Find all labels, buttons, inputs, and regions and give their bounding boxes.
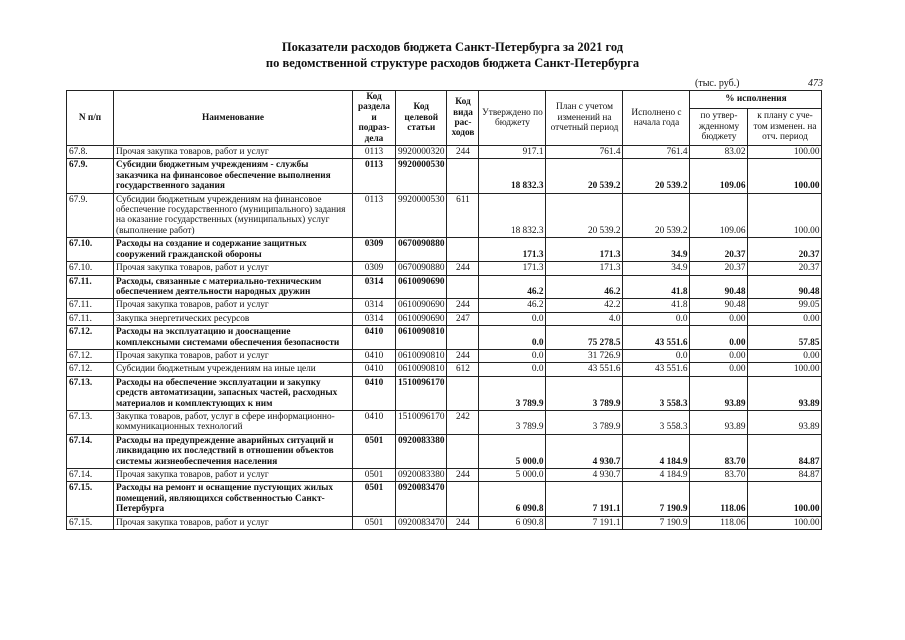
header-pct-plan: к плану с уче-том изменен. на отч. период — [748, 108, 822, 146]
cell-section: 0113 — [353, 146, 396, 159]
cell-plan: 761.4 — [546, 146, 623, 159]
cell-approved: 0.0 — [479, 363, 546, 376]
cell-target: 9920000530 — [396, 193, 447, 238]
cell-approved: 6 090.8 — [479, 516, 546, 529]
cell-pct-approved: 109.06 — [690, 159, 748, 193]
table-row — [67, 146, 822, 159]
cell-pct-approved: 20.37 — [690, 238, 748, 262]
cell-section: 0501 — [353, 482, 396, 516]
cell-section: 0410 — [353, 376, 396, 410]
cell-pct-plan: 93.89 — [748, 410, 822, 434]
cell-section: 0309 — [353, 238, 396, 262]
cell-name: Прочая закупка товаров, работ и услуг — [114, 146, 353, 159]
cell-approved: 3 789.9 — [479, 376, 546, 410]
cell-no: 67.12. — [67, 326, 114, 350]
cell-kind: 247 — [447, 312, 479, 325]
table-row — [67, 275, 822, 299]
cell-name: Расходы на ремонт и оснащение пустующих жилых помещений, являющихся собственностью Санкт-Петербурга — [114, 482, 353, 516]
cell-executed: 34.9 — [623, 238, 690, 262]
cell-approved: 6 090.8 — [479, 482, 546, 516]
cell-kind: 244 — [447, 516, 479, 529]
cell-target: 0610090810 — [396, 363, 447, 376]
cell-plan: 43 551.6 — [546, 363, 623, 376]
cell-no: 67.9. — [67, 193, 114, 238]
cell-approved: 46.2 — [479, 275, 546, 299]
cell-plan: 3 789.9 — [546, 410, 623, 434]
cell-kind — [447, 326, 479, 350]
cell-no: 67.11. — [67, 299, 114, 312]
cell-pct-approved: 118.06 — [690, 516, 748, 529]
table-row — [67, 193, 822, 238]
table-row — [67, 312, 822, 325]
cell-no: 67.13. — [67, 410, 114, 434]
cell-executed: 7 190.9 — [623, 482, 690, 516]
cell-name: Расходы на эксплуатацию и дооснащение комплексными системами обеспечения безопасности — [114, 326, 353, 350]
cell-kind — [447, 275, 479, 299]
header-no: N п/п — [67, 91, 114, 146]
cell-section: 0314 — [353, 299, 396, 312]
cell-pct-approved: 0.00 — [690, 363, 748, 376]
header-approved: Утверждено по бюджету — [479, 91, 546, 146]
cell-no: 67.14. — [67, 434, 114, 468]
cell-kind: 612 — [447, 363, 479, 376]
cell-kind — [447, 159, 479, 193]
header-pct-group: % исполнения — [690, 91, 822, 109]
cell-pct-approved: 83.70 — [690, 469, 748, 482]
cell-no: 67.15. — [67, 482, 114, 516]
cell-executed: 4 184.9 — [623, 434, 690, 468]
cell-approved: 3 789.9 — [479, 410, 546, 434]
cell-pct-approved: 20.37 — [690, 262, 748, 275]
cell-name: Расходы на обеспечение эксплуатации и закупку средств автоматизации, запасных частей, расходных материалов и комплектующих к ним — [114, 376, 353, 410]
cell-pct-plan: 20.37 — [748, 238, 822, 262]
header-kind: Код вида рас-ходов — [447, 91, 479, 146]
table-body — [67, 146, 822, 530]
cell-no: 67.12. — [67, 363, 114, 376]
cell-pct-approved: 83.70 — [690, 434, 748, 468]
cell-name: Прочая закупка товаров, работ и услуг — [114, 299, 353, 312]
cell-pct-plan: 100.00 — [748, 363, 822, 376]
cell-pct-approved: 93.89 — [690, 376, 748, 410]
cell-pct-plan: 100.00 — [748, 146, 822, 159]
table-row — [67, 410, 822, 434]
cell-section: 0113 — [353, 159, 396, 193]
cell-section: 0314 — [353, 275, 396, 299]
cell-kind: 611 — [447, 193, 479, 238]
cell-target: 0610090690 — [396, 299, 447, 312]
cell-approved: 0.0 — [479, 349, 546, 362]
cell-section: 0410 — [353, 410, 396, 434]
table-row — [67, 326, 822, 350]
cell-target: 9920000320 — [396, 146, 447, 159]
header-plan: План с учетом изменений на отчетный период — [546, 91, 623, 146]
table-row — [67, 376, 822, 410]
cell-section: 0501 — [353, 434, 396, 468]
cell-executed: 0.0 — [623, 349, 690, 362]
cell-plan: 171.3 — [546, 262, 623, 275]
cell-kind — [447, 376, 479, 410]
cell-plan: 20 539.2 — [546, 159, 623, 193]
cell-pct-plan: 20.37 — [748, 262, 822, 275]
cell-pct-approved: 118.06 — [690, 482, 748, 516]
cell-no: 67.10. — [67, 262, 114, 275]
cell-executed: 43 551.6 — [623, 326, 690, 350]
cell-name: Субсидии бюджетным учреждениям на иные цели — [114, 363, 353, 376]
cell-section: 0113 — [353, 193, 396, 238]
cell-kind: 244 — [447, 262, 479, 275]
cell-pct-approved: 0.00 — [690, 312, 748, 325]
cell-executed: 20 539.2 — [623, 159, 690, 193]
cell-plan: 31 726.9 — [546, 349, 623, 362]
cell-section: 0410 — [353, 326, 396, 350]
cell-pct-plan: 100.00 — [748, 516, 822, 529]
cell-pct-approved: 93.89 — [690, 410, 748, 434]
cell-target: 0610090690 — [396, 275, 447, 299]
cell-name: Расходы, связанные с материально-техническим обеспечением деятельности народных дружин — [114, 275, 353, 299]
cell-plan: 7 191.1 — [546, 516, 623, 529]
cell-no: 67.11. — [67, 275, 114, 299]
cell-section: 0410 — [353, 363, 396, 376]
cell-pct-approved: 90.48 — [690, 275, 748, 299]
cell-plan: 4 930.7 — [546, 469, 623, 482]
cell-executed: 43 551.6 — [623, 363, 690, 376]
cell-pct-plan: 100.00 — [748, 193, 822, 238]
header-section: Код раздела и подраз-дела — [353, 91, 396, 146]
cell-pct-plan: 90.48 — [748, 275, 822, 299]
cell-approved: 5 000.0 — [479, 434, 546, 468]
cell-pct-plan: 100.00 — [748, 482, 822, 516]
cell-no: 67.15. — [67, 516, 114, 529]
cell-kind: 244 — [447, 299, 479, 312]
cell-executed: 34.9 — [623, 262, 690, 275]
cell-plan: 4.0 — [546, 312, 623, 325]
cell-name: Закупка энергетических ресурсов — [114, 312, 353, 325]
header-pct-approved: по утвер-жденному бюджету — [690, 108, 748, 146]
page-number: 473 — [808, 78, 823, 89]
table-row — [67, 159, 822, 193]
cell-plan: 7 191.1 — [546, 482, 623, 516]
cell-approved: 46.2 — [479, 299, 546, 312]
table-row — [67, 482, 822, 516]
cell-plan: 42.2 — [546, 299, 623, 312]
cell-section: 0501 — [353, 516, 396, 529]
cell-plan: 171.3 — [546, 238, 623, 262]
cell-pct-plan: 0.00 — [748, 312, 822, 325]
cell-no: 67.9. — [67, 159, 114, 193]
cell-executed: 3 558.3 — [623, 410, 690, 434]
cell-target: 0610090690 — [396, 312, 447, 325]
cell-no: 67.11. — [67, 312, 114, 325]
cell-kind — [447, 434, 479, 468]
table-row — [67, 299, 822, 312]
cell-executed: 3 558.3 — [623, 376, 690, 410]
cell-name: Прочая закупка товаров, работ и услуг — [114, 516, 353, 529]
cell-plan: 3 789.9 — [546, 376, 623, 410]
cell-kind: 242 — [447, 410, 479, 434]
header-name: Наименование — [114, 91, 353, 146]
cell-no: 67.12. — [67, 349, 114, 362]
cell-name: Расходы на создание и содержание защитных сооружений гражданской обороны — [114, 238, 353, 262]
cell-target: 1510096170 — [396, 410, 447, 434]
cell-plan: 46.2 — [546, 275, 623, 299]
cell-approved: 171.3 — [479, 262, 546, 275]
cell-pct-approved: 90.48 — [690, 299, 748, 312]
cell-pct-approved: 83.02 — [690, 146, 748, 159]
cell-executed: 761.4 — [623, 146, 690, 159]
cell-pct-plan: 84.87 — [748, 434, 822, 468]
cell-target: 9920000530 — [396, 159, 447, 193]
cell-section: 0501 — [353, 469, 396, 482]
cell-pct-approved: 0.00 — [690, 349, 748, 362]
cell-target: 0920083380 — [396, 434, 447, 468]
cell-pct-plan: 93.89 — [748, 376, 822, 410]
cell-approved: 18 832.3 — [479, 193, 546, 238]
cell-executed: 41.8 — [623, 275, 690, 299]
units-label: (тыс. руб.) — [695, 78, 740, 89]
cell-name: Субсидии бюджетным учреждениям на финансовое обеспечение государственного (муниципального) задания на оказание государственных (муниципальных) услуг (выполнение работ) — [114, 193, 353, 238]
cell-approved: 0.0 — [479, 326, 546, 350]
cell-approved: 917.1 — [479, 146, 546, 159]
cell-pct-approved: 0.00 — [690, 326, 748, 350]
cell-section: 0410 — [353, 349, 396, 362]
cell-name: Прочая закупка товаров, работ и услуг — [114, 262, 353, 275]
cell-name: Прочая закупка товаров, работ и услуг — [114, 349, 353, 362]
cell-pct-plan: 57.85 — [748, 326, 822, 350]
cell-pct-plan: 99.05 — [748, 299, 822, 312]
cell-executed: 7 190.9 — [623, 516, 690, 529]
cell-pct-plan: 84.87 — [748, 469, 822, 482]
cell-executed: 20 539.2 — [623, 193, 690, 238]
cell-target: 0610090810 — [396, 349, 447, 362]
cell-executed: 41.8 — [623, 299, 690, 312]
cell-no: 67.10. — [67, 238, 114, 262]
cell-executed: 4 184.9 — [623, 469, 690, 482]
table-row — [67, 238, 822, 262]
cell-section: 0314 — [353, 312, 396, 325]
cell-pct-plan: 0.00 — [748, 349, 822, 362]
cell-pct-plan: 100.00 — [748, 159, 822, 193]
cell-approved: 0.0 — [479, 312, 546, 325]
cell-plan: 75 278.5 — [546, 326, 623, 350]
table-row — [67, 363, 822, 376]
cell-kind: 244 — [447, 349, 479, 362]
report-title-line1: Показатели расходов бюджета Санкт-Петербурга за 2021 год — [281, 40, 624, 54]
cell-no: 67.13. — [67, 376, 114, 410]
cell-name: Закупка товаров, работ, услуг в сфере информационно-коммуникационных технологий — [114, 410, 353, 434]
cell-target: 0920083470 — [396, 482, 447, 516]
cell-target: 0610090810 — [396, 326, 447, 350]
header-executed: Исполнено с начала года — [623, 91, 690, 146]
cell-target: 0670090880 — [396, 238, 447, 262]
header-target: Код целевой статьи — [396, 91, 447, 146]
cell-plan: 4 930.7 — [546, 434, 623, 468]
cell-kind: 244 — [447, 146, 479, 159]
cell-kind: 244 — [447, 469, 479, 482]
cell-approved: 171.3 — [479, 238, 546, 262]
cell-kind — [447, 238, 479, 262]
table-row — [67, 262, 822, 275]
cell-approved: 18 832.3 — [479, 159, 546, 193]
cell-name: Расходы на предупреждение аварийных ситуаций и ликвидацию их последствий в отношении объектов системы жизнеобеспечения населения — [114, 434, 353, 468]
cell-name: Прочая закупка товаров, работ и услуг — [114, 469, 353, 482]
cell-target: 0920083380 — [396, 469, 447, 482]
cell-approved: 5 000.0 — [479, 469, 546, 482]
cell-target: 0670090880 — [396, 262, 447, 275]
cell-executed: 0.0 — [623, 312, 690, 325]
expenditure-table — [66, 90, 822, 530]
cell-no: 67.14. — [67, 469, 114, 482]
cell-target: 0920083470 — [396, 516, 447, 529]
cell-pct-approved: 109.06 — [690, 193, 748, 238]
report-title-line2: по ведомственной структуре расходов бюджета Санкт-Петербурга — [265, 56, 640, 70]
cell-section: 0309 — [353, 262, 396, 275]
cell-name: Субсидии бюджетным учреждениям - службы заказчика на финансовое обеспечение выполнения государственного задания — [114, 159, 353, 193]
cell-plan: 20 539.2 — [546, 193, 623, 238]
cell-kind — [447, 482, 479, 516]
table-row — [67, 516, 822, 529]
table-row — [67, 469, 822, 482]
table-row — [67, 349, 822, 362]
table-row — [67, 434, 822, 468]
cell-target: 1510096170 — [396, 376, 447, 410]
cell-no: 67.8. — [67, 146, 114, 159]
